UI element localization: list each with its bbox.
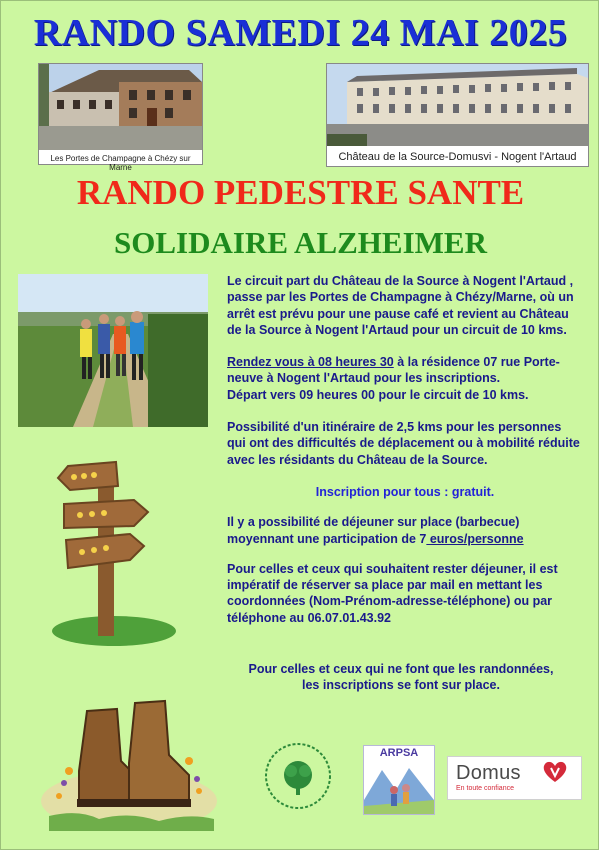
- alzheimer-association-logo: [263, 741, 333, 811]
- walk-only-line-1: Pour celles et ceux qui ne font que les randonnées,: [248, 662, 554, 676]
- event-title: RANDO SAMEDI 24 MAI 2025: [33, 12, 568, 54]
- chateau-source-photo: [327, 64, 588, 146]
- headline-alzheimer: SOLIDAIRE ALZHEIMER: [114, 225, 487, 260]
- domusvi-wordmark: Domus: [456, 762, 521, 784]
- chateau-source-photo-frame: [326, 63, 589, 167]
- hiking-boots-illustration: [39, 691, 219, 839]
- arpsa-logo-image: [364, 760, 434, 814]
- intro-paragraph: Le circuit part du Château de la Source à Nogent l'Artaud , passe par les Portes de Champagne à Chézy/Marne, où un arrêt est prévu pour une pause café et revient au Château de la Source à Nogent l'Artaud pour un circuit de 10 kms.: [227, 274, 574, 337]
- rdv-paragraph: [227, 354, 583, 387]
- right-photo-caption: Château de la Source-Domusvi - Nogent l'Artaud: [338, 151, 577, 163]
- walk-only-note: [221, 661, 581, 694]
- domusvi-logo: [447, 756, 582, 800]
- departure-line: Départ vers 09 heures 00 pour le circuit de 10 kms.: [227, 387, 529, 402]
- lunch-paragraph: [227, 514, 583, 547]
- portes-champagne-photo-frame: [38, 63, 203, 172]
- signpost-illustration: [46, 456, 176, 646]
- headline-rando: RANDO PEDESTRE SANTE: [76, 173, 525, 212]
- domusvi-heart-icon: [542, 760, 568, 784]
- content-block: [227, 273, 583, 626]
- reservation-paragraph: Pour celles et ceux qui souhaitent rester déjeuner, il est impératif de réserver sa place par mail en mettant les coordonnées (Nom-Prénom-adresse-téléphone) ou par téléphone au 06.07.01.43.92: [227, 561, 558, 625]
- walkers-photo: [18, 274, 208, 427]
- lunch-price: euros/personne: [426, 531, 524, 546]
- arpsa-logo: [363, 745, 435, 815]
- arpsa-logo-text: ARPSA: [379, 747, 419, 759]
- lunch-text: Il y a possibilité de déjeuner sur place (barbecue) moyennant une participation de 7: [227, 515, 520, 546]
- left-photo-caption: Les Portes de Champagne à Chézy sur Marne: [50, 154, 191, 172]
- alternative-route-paragraph: Possibilité d'un itinéraire de 2,5 kms pour les personnes qui ont des difficultés de déplacement ou à mobilité réduite avec les résidants du Château de la Source.: [227, 420, 580, 467]
- registration-free: Inscription pour tous : gratuit.: [315, 484, 495, 499]
- domusvi-tagline: En toute confiance: [456, 785, 514, 792]
- rdv-place: à la résidence 07 rue Porte-neuve à Nogent l'Artaud pour les inscriptions.: [227, 355, 560, 386]
- rdv-time: Rendez vous à 08 heures 30: [227, 355, 394, 370]
- walk-only-line-2: les inscriptions se font sur place.: [302, 678, 500, 693]
- portes-champagne-photo: [39, 64, 202, 150]
